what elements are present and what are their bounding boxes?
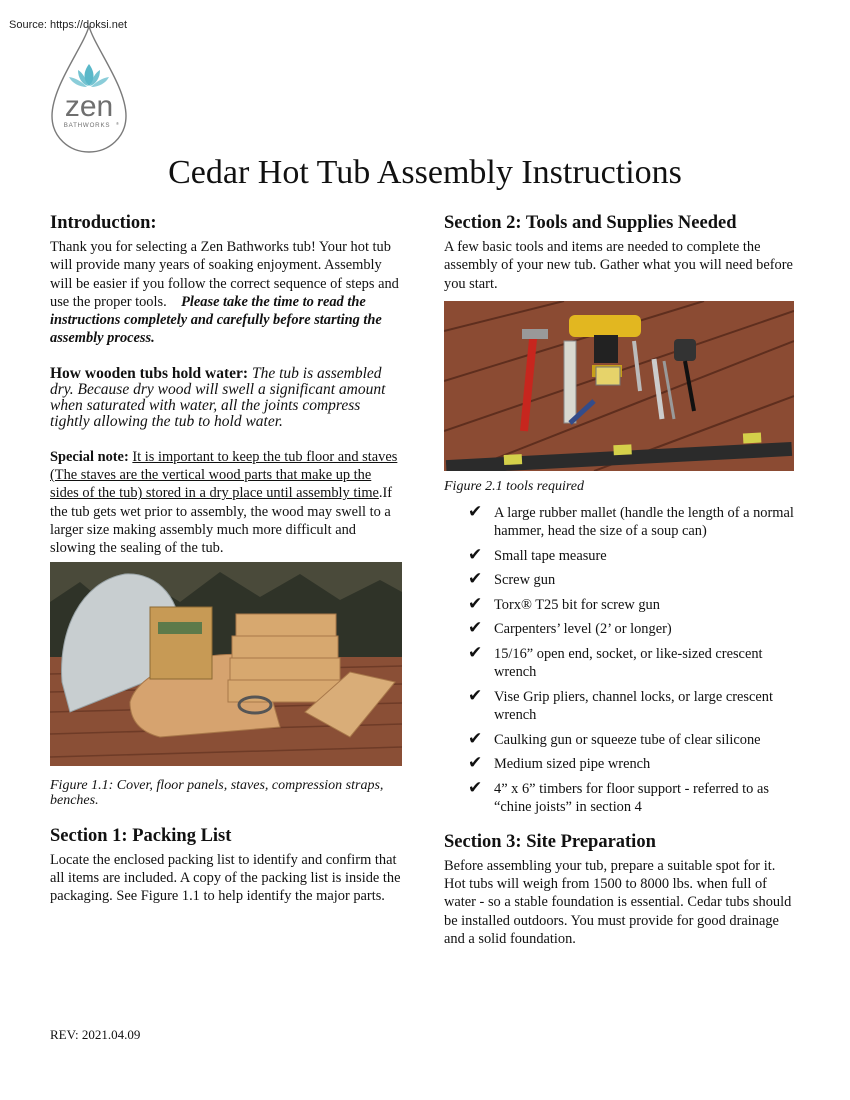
tool-item-label: Caulking gun or squeeze tube of clear silicone [494,731,761,748]
logo-registered: ® [116,121,119,126]
wooden-tubs-paragraph [50,366,402,430]
section-3-text: Before assembling your tub, prepare a suitable spot for it. Hot tubs will weigh from 1500 to 8000 lbs. when full of water - so a stable foundation is essential. Cedar tubs should be installed outdoors. You must provide for good drainage and a solid foundation. [444,857,792,948]
tool-item-label: 15/16” open end, socket, or like-sized crescent wrench [494,645,763,681]
section-1-text: Locate the enclosed packing list to identify and confirm that all items are included. A copy of the packing list is inside the packaging. See Figure 1.1 to help identify the major parts. [50,851,401,905]
tool-item-label: 4” x 6” timbers for floor support - referred to as “chine joists” in section 4 [494,780,769,816]
check-icon: ✔ [468,501,483,521]
figure-1-caption: Figure 1.1: Cover, floor panels, staves, compression straps, benches. [50,777,384,808]
tool-item-label: Carpenters’ level (2’ or longer) [494,621,672,638]
tool-item [468,728,798,750]
wooden-tubs-text: The tub is assembled dry. Because dry wood will swell a significant amount when saturated with water, all the joints compress tightly allowing the tub to hold water. [50,364,386,430]
source-label: Source: https://doksi.net [9,19,128,31]
check-icon: ✔ [468,569,483,589]
intro-heading: Introduction: [50,213,157,233]
tool-item [468,777,798,817]
intro-paragraph [50,238,402,348]
tools-checklist [444,501,798,817]
tool-item-label: Medium sized pipe wrench [494,756,651,773]
page-title: Cedar Hot Tub Assembly Instructions [168,154,682,191]
check-icon: ✔ [468,685,483,705]
tool-item-label: A large rubber mallet (handle the length of a normal hammer, head the size of a soup can) [494,504,794,540]
check-icon: ✔ [468,753,483,773]
logo-subword: BATHWORKS [63,122,111,129]
check-icon: ✔ [468,642,483,662]
special-note-paragraph [50,448,402,558]
tool-item [468,755,798,774]
tool-item [468,571,798,590]
tool-item [468,620,798,639]
tool-item [468,685,798,725]
figure-2-caption: Figure 2.1 tools required [444,478,584,494]
section-2-text: A few basic tools and items are needed to complete the assembly of your new tub. Gather what you will need before you start. [444,239,793,292]
intro-emphasis: Please take the time to read the instructions completely and carefully before starting the assembly process. [50,293,382,347]
tool-item-label: Small tape measure [494,547,607,564]
figure-1-photo [50,562,402,766]
revision-label: REV: 2021.04.09 [50,1027,141,1042]
left-column [50,212,402,905]
special-note-text: .If the tub gets wet prior to assembly, the wood may swell to a larger size making assembly much more difficult and slowing the sealing of the tub. [50,485,393,557]
wooden-tubs-lead: How wooden tubs hold water: [50,364,249,382]
special-note-lead: Special note: [50,448,129,465]
tool-item [468,544,798,566]
figure-2-photo [444,301,794,471]
section-2-heading: Section 2: Tools and Supplies Needed [444,213,737,233]
tool-item-label: Vise Grip pliers, channel locks, or large crescent wrench [494,688,773,724]
special-note-underlined: It is important to keep the tub floor and staves (The staves are the vertical wood parts that make up the sides of the tub) stored in a dry place until assembly time [50,448,398,502]
logo-word: zen [64,90,114,123]
tool-item [468,501,798,541]
tool-item [468,593,798,615]
check-icon: ✔ [468,777,483,797]
zen-bathworks-logo [48,24,130,154]
check-icon: ✔ [468,593,483,613]
check-icon: ✔ [468,618,483,638]
check-icon: ✔ [468,728,483,748]
check-icon: ✔ [468,544,483,564]
intro-text: Thank you for selecting a Zen Bathworks tub! Your hot tub will provide many years of soaking enjoyment. Assembly will be easier if you follow the correct sequence of steps and use the proper tools. [50,239,399,310]
tool-item-label: Torx® T25 bit for screw gun [494,596,660,613]
right-column [444,212,798,948]
section-1-heading: Section 1: Packing List [50,825,232,846]
section-3-heading: Section 3: Site Preparation [444,831,656,852]
tool-item [468,642,798,682]
lotus-icon [69,64,109,87]
tool-item-label: Screw gun [494,572,556,589]
